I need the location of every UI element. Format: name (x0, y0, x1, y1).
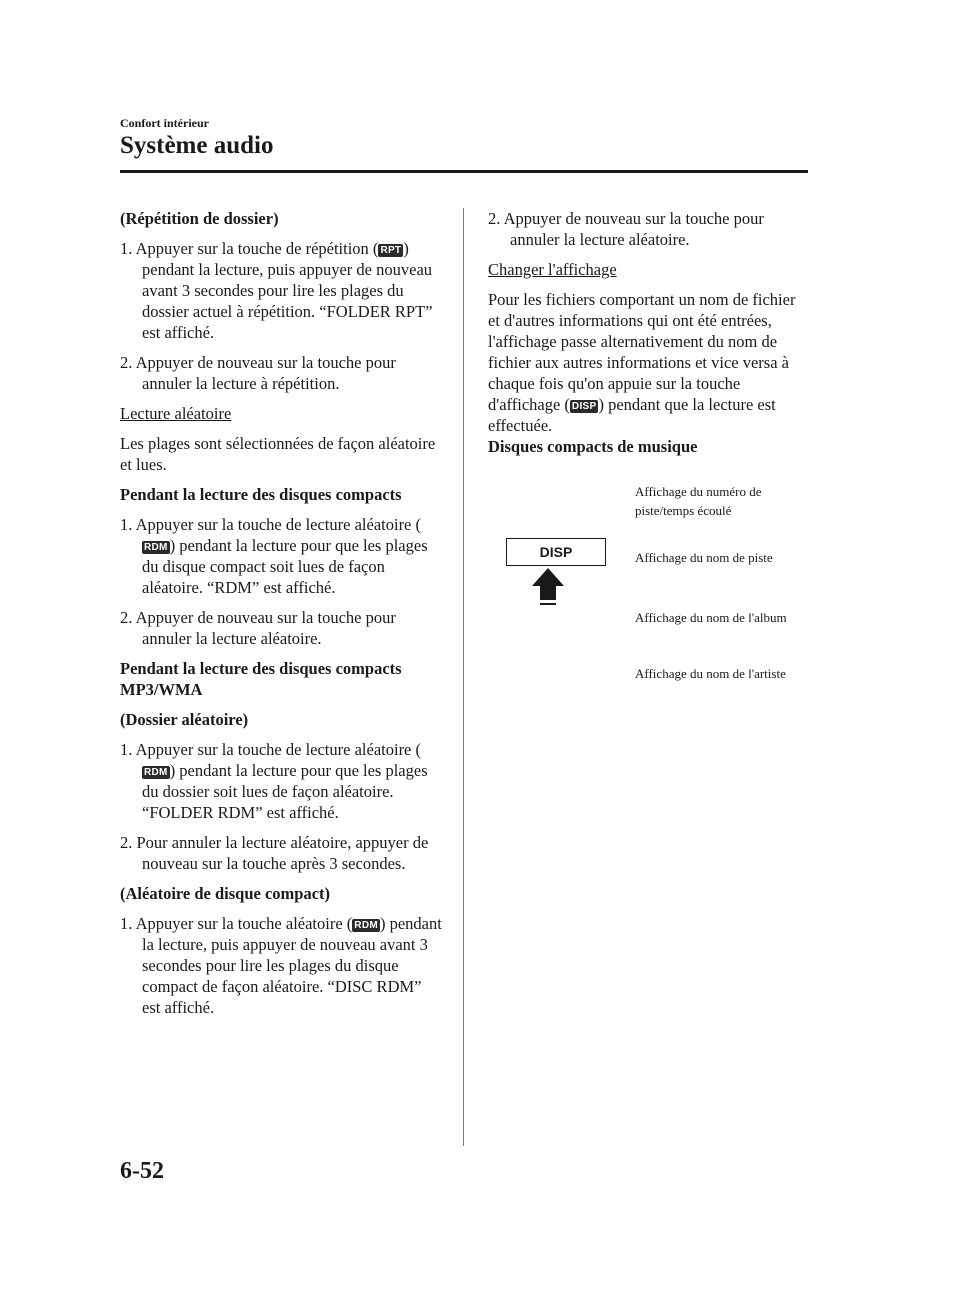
rdm-key-icon: RDM (354, 920, 378, 931)
step-text: Appuyer sur la touche aléatoire ( (135, 914, 353, 933)
cd-random-step-2 (120, 607, 442, 649)
step-number: 2. (120, 833, 133, 852)
step-number: 2. (488, 209, 501, 228)
step-text: Appuyer de nouveau sur la touche pour annuler la lecture aléatoire. (503, 209, 764, 249)
display-mode-label-artist: Affichage du nom de l'artiste (635, 666, 786, 681)
disc-random-heading: (Aléatoire de disque compact) (120, 884, 331, 903)
cd-playback-heading: Pendant la lecture des disques compacts (120, 485, 402, 504)
page-title: Système audio (120, 132, 274, 159)
left-column (120, 208, 442, 1027)
step-text: Pour annuler la lecture aléatoire, appuyer de nouveau sur la touche après 3 secondes. (136, 833, 429, 873)
intro-text: Pour les fichiers comportant un nom de fichier et d'autres informations qui ont été entrées, l'affichage passe alternativement du nom de fichier aux autres informations et vice versa à chaque fois qu'on appuie sur la touche d'affichage ( (488, 290, 796, 414)
change-display-intro (488, 289, 810, 436)
random-play-intro: Les plages sont sélectionnées de façon aléatoire et lues. (120, 434, 436, 474)
repeat-step-1 (120, 238, 442, 343)
display-mode-label-album: Affichage du nom de l'album (635, 610, 787, 625)
cd-random-step-1 (120, 514, 442, 598)
press-arrow-icon (530, 566, 566, 606)
random-play-heading: Lecture aléatoire (120, 404, 232, 423)
repeat-step-2 (120, 352, 442, 394)
step-number: 1. (120, 515, 133, 534)
music-cd-heading: Disques compacts de musique (488, 437, 698, 456)
step-number: 2. (120, 353, 133, 372)
disp-key-icon: DISP (571, 401, 597, 412)
rdm-key-icon: RDM (144, 767, 168, 778)
folder-repeat-heading: (Répétition de dossier) (120, 209, 279, 228)
step-text: Appuyer de nouveau sur la touche pour annuler la lecture à répétition. (135, 353, 396, 393)
step-text: ) pendant la lecture, puis appuyer de nouveau avant 3 secondes pour lire les plages du disque compact de façon aléatoire. “DISC RDM” est affiché. (142, 914, 442, 1017)
step-text: Appuyer sur la touche de lecture aléatoire ( (135, 515, 422, 534)
step-number: 1. (120, 239, 133, 258)
step-number: 1. (120, 914, 133, 933)
display-cycle-diagram (500, 478, 800, 718)
step-text: ) pendant la lecture, puis appuyer de nouveau avant 3 secondes pour lire les plages du dossier actuel à répétition. “FOLDER RPT” est affiché. (142, 239, 433, 342)
step-number: 1. (120, 740, 133, 759)
rpt-key-icon: RPT (380, 245, 402, 256)
header-rule (120, 170, 808, 173)
step-text: Appuyer de nouveau sur la touche pour annuler la lecture aléatoire. (135, 608, 396, 648)
display-mode-label-track-time: Affichage du numéro de piste/temps écoulé (635, 484, 762, 518)
disc-random-step-1 (120, 913, 442, 1018)
step-text: Appuyer sur la touche de répétition ( (135, 239, 379, 258)
step-number: 2. (120, 608, 133, 627)
display-mode-label-track-name: Affichage du nom de piste (635, 550, 773, 565)
column-divider (463, 208, 464, 1146)
change-display-heading: Changer l'affichage (488, 260, 617, 279)
step-text: ) pendant la lecture pour que les plages du dossier soit lues de façon aléatoire. “FOLDER RDM” est affiché. (142, 761, 428, 822)
rdm-key-icon: RDM (144, 542, 168, 553)
page-number: 6-52 (120, 1158, 164, 1184)
step-text: Appuyer sur la touche de lecture aléatoire ( (135, 740, 422, 759)
disp-button: DISP (506, 538, 606, 566)
section-label: Confort intérieur (120, 116, 209, 130)
folder-random-step-1 (120, 739, 442, 823)
right-column (488, 208, 810, 466)
disc-random-step-2 (488, 208, 810, 250)
folder-random-step-2 (120, 832, 442, 874)
mp3-playback-heading: Pendant la lecture des disques compacts MP3/WMA (120, 659, 402, 699)
folder-random-heading: (Dossier aléatoire) (120, 710, 249, 729)
intro-text: ) pendant que la lecture est effectuée. (488, 395, 776, 435)
step-text: ) pendant la lecture pour que les plages du disque compact soit lues de façon aléatoire. “RDM” est affiché. (142, 536, 428, 597)
